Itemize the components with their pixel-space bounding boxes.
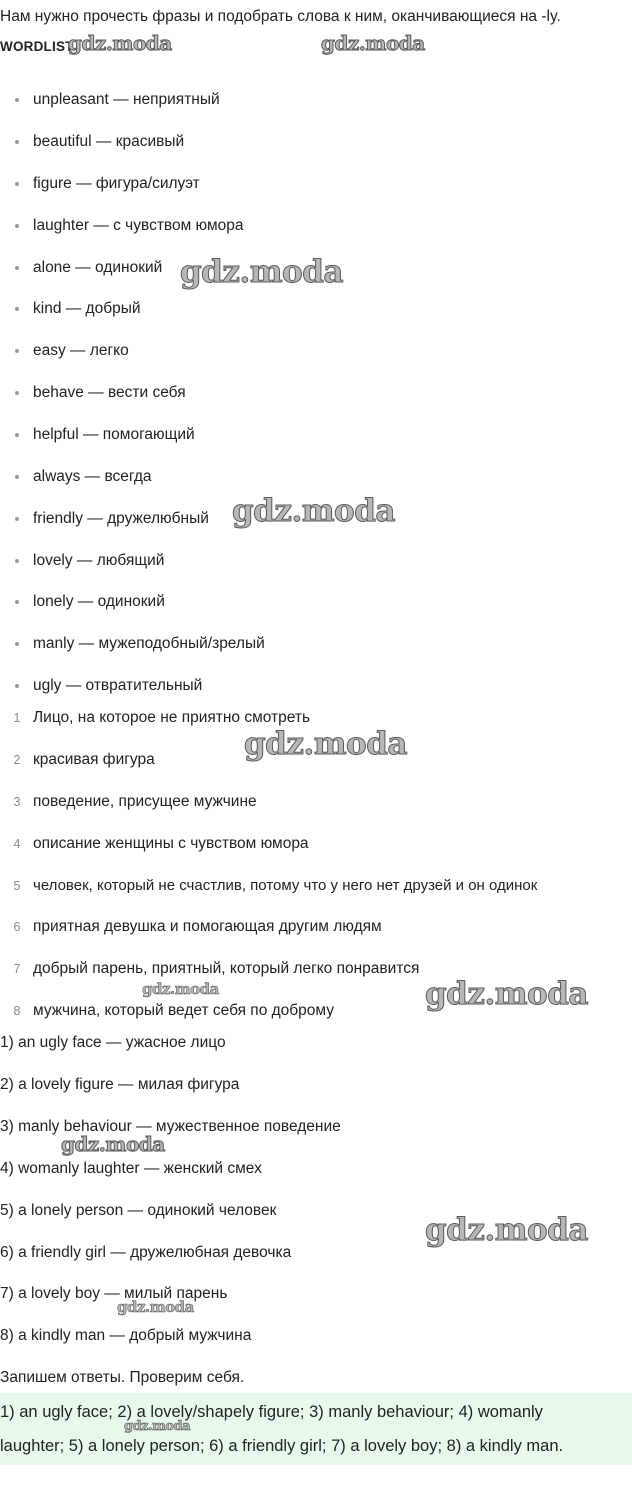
bullet-icon: [15, 433, 19, 437]
task-text: добрый парень, приятный, который легко понравится: [33, 960, 420, 977]
bullet-icon: [15, 182, 19, 186]
bullet-icon: [15, 391, 19, 395]
watermark-logo: gdz.moda: [61, 1132, 165, 1156]
task-number: 6: [13, 920, 21, 934]
task-number: 7: [13, 962, 21, 976]
bullet-icon: [15, 559, 19, 563]
task-text: человек, который не счастлив, потому что у него нет друзей и он одинок: [33, 877, 538, 894]
task-text: описание женщины с чувством юмора: [33, 835, 309, 852]
task-text: Лицо, на которое не приятно смотреть: [33, 709, 311, 726]
wordlist-item-text: easy — легко: [33, 342, 129, 359]
check-text: Запишем ответы. Проверим себя.: [0, 1369, 245, 1386]
wordlist-item-text: ugly — отвратительный: [33, 677, 203, 694]
wordlist-item-text: always — всегда: [33, 468, 152, 485]
bullet-icon: [15, 600, 19, 604]
final-answer-line: 1) an ugly face; 2) a lovely/shapely figure; 3) manly behaviour; 4) womanly: [0, 1403, 543, 1421]
task-number: 4: [13, 837, 21, 851]
bullet-icon: [15, 475, 19, 479]
bullet-icon: [15, 224, 19, 228]
task-text: красивая фигура: [33, 751, 155, 768]
watermark-logo: gdz.moda: [68, 31, 172, 55]
task-text: поведение, присущее мужчине: [33, 793, 257, 810]
answer-item: 1) an ugly face — ужасное лицо: [0, 1034, 226, 1051]
wordlist-item-text: alone — одинокий: [33, 259, 163, 276]
wordlist-title: WORDLIST: [0, 39, 74, 54]
bullet-icon: [15, 642, 19, 646]
answer-item: 6) a friendly girl — дружелюбная девочка: [0, 1244, 292, 1261]
watermark-logo: gdz.moda: [117, 1298, 194, 1316]
bullet-icon: [15, 266, 19, 270]
task-number: 2: [13, 753, 21, 767]
watermark-logo: gdz.moda: [180, 254, 343, 290]
bullet-icon: [15, 307, 19, 311]
answer-item: 5) a lonely person — одинокий человек: [0, 1202, 277, 1219]
watermark-logo: gdz.moda: [124, 1419, 191, 1434]
bullet-icon: [15, 349, 19, 353]
wordlist-item-text: kind — добрый: [33, 300, 141, 317]
watermark-logo: gdz.moda: [232, 493, 395, 529]
intro-text: Нам нужно прочесть фразы и подобрать слова к ним, оканчивающиеся на -ly.: [0, 8, 561, 25]
task-number: 3: [13, 795, 21, 809]
task-text: мужчина, который ведет себя по доброму: [33, 1002, 334, 1019]
answer-item: 3) manly behaviour — мужественное поведение: [0, 1118, 341, 1135]
answer-item: 4) womanly laughter — женский смех: [0, 1160, 262, 1177]
wordlist-item-text: figure — фигура/силуэт: [33, 175, 200, 192]
wordlist-item-text: lonely — одинокий: [33, 593, 165, 610]
watermark-logo: gdz.moda: [425, 976, 588, 1012]
task-number: 5: [13, 879, 21, 893]
wordlist-item-text: unpleasant — неприятный: [33, 91, 220, 108]
bullet-icon: [15, 140, 19, 144]
task-text: приятная девушка и помогающая другим людям: [33, 918, 382, 935]
final-answer-line: laughter; 5) a lonely person; 6) a friendly girl; 7) a lovely boy; 8) a kindly man.: [0, 1437, 564, 1455]
wordlist-item-text: helpful — помогающий: [33, 426, 195, 443]
wordlist-item-text: beautiful — красивый: [33, 133, 185, 150]
wordlist-item-text: lovely — любящий: [33, 552, 165, 569]
watermark-logo: gdz.moda: [425, 1212, 588, 1248]
wordlist-item-text: friendly — дружелюбный: [33, 510, 209, 527]
task-number: 8: [13, 1004, 21, 1018]
task-number: 1: [13, 711, 21, 725]
bullet-icon: [15, 98, 19, 102]
bullet-icon: [15, 517, 19, 521]
answer-item: 8) a kindly man — добрый мужчина: [0, 1327, 252, 1344]
answer-item: 7) a lovely boy — милый парень: [0, 1285, 228, 1302]
wordlist-item-text: behave — вести себя: [33, 384, 186, 401]
wordlist-item-text: manly — мужеподобный/зрелый: [33, 635, 265, 652]
watermark-logo: gdz.moda: [244, 726, 407, 762]
wordlist-item-text: laughter — с чувством юмора: [33, 217, 244, 234]
final-answer-box: [0, 1393, 632, 1465]
answer-item: 2) a lovely figure — милая фигура: [0, 1076, 240, 1093]
watermark-logo: gdz.moda: [142, 980, 219, 998]
watermark-logo: gdz.moda: [321, 31, 425, 55]
bullet-icon: [15, 684, 19, 688]
